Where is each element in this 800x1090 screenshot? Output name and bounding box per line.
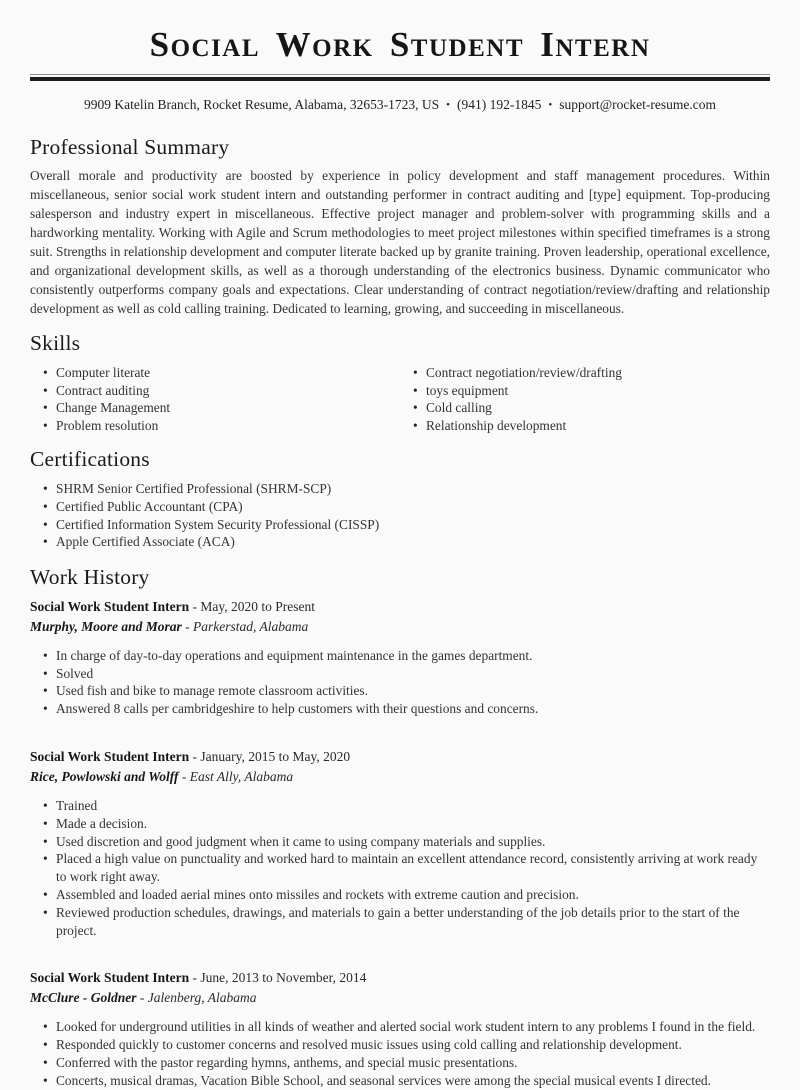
job-title: Social Work Student Intern [30, 598, 190, 614]
summary-heading: Professional Summary [30, 135, 230, 159]
job-title-separator: - [192, 970, 198, 986]
job-bullet-item: • Responded quickly to customer concerns and resolved music issues using cold calling and relationship development. [42, 1036, 770, 1054]
skill-item: • Contract negotiation/review/drafting [412, 364, 770, 382]
certification-item: • Certified Information System Security Professional (CISSP) [42, 516, 770, 534]
summary-paragraph: Overall morale and productivity are boosted by experience in policy development and staff management procedures. Within miscellaneous, senior social work student intern and outstanding performer in contract auditing and [type] equipment. Top-producing salesperson and industry expert in miscellaneous. Effective project manager and problem-solver with programming skills and a hardworking mentality. Working with Agile and Scrum methodologies to meet project milestones within specified timeframes is a strong suit. Strengths in relationship development and computer literate backed up by granite training. Proven leadership, operational excellence, and organizational development skills, as well as a thorough understanding of the electronics business. Dynamic communicator who consistently outperforms company goals and expectations. Clear understanding of contract negotiation/review/drafting and relationship development as well as cold calling training. Dedicated to learning, growing, and succeeding in miscellaneous. [30, 168, 770, 316]
job-title-line [30, 970, 770, 986]
job-location: Parkerstad, Alabama [193, 618, 309, 634]
contact-phone: (941) 192-1845 [456, 97, 542, 112]
job-location: Jalenberg, Alabama [147, 990, 257, 1006]
contact-separator-dot: • [548, 99, 553, 111]
divider-thick-rule [30, 77, 770, 81]
contact-address: 9909 Katelin Branch, Rocket Resume, Alabama, 32653-1723, US [84, 97, 440, 112]
job-bullet-item: • Reviewed production schedules, drawings, and materials to gain a better understanding of the job details prior to the start of the project. [42, 904, 770, 940]
job-title-separator: - [192, 748, 198, 764]
job-bullet-item: • Trained [42, 797, 770, 815]
job-bullet-item: • Made a decision. [42, 815, 770, 833]
job-dates: January, 2015 to May, 2020 [200, 748, 351, 764]
certifications-heading: Certifications [30, 447, 150, 472]
job-dates: June, 2013 to November, 2014 [200, 970, 367, 986]
job-company-line [30, 619, 770, 635]
job-bullet-item: • Used fish and bike to manage remote classroom activities. [42, 682, 770, 700]
skills-column-right [412, 364, 770, 434]
job-bullet-item: • In charge of day-to-day operations and equipment maintenance in the games department. [42, 647, 770, 665]
job-location: East Ally, Alabama [189, 768, 294, 784]
job-bullet-item: • Used discretion and good judgment when it came to using company materials and supplies. [42, 833, 770, 851]
skill-item: • Problem resolution [42, 417, 400, 435]
job-dates: May, 2020 to Present [200, 598, 316, 614]
job-title-line [30, 599, 770, 615]
job-title: Social Work Student Intern [30, 748, 190, 764]
skill-item: • Cold calling [412, 399, 770, 417]
company-name: McClure - Goldner [30, 990, 137, 1006]
job-entry [30, 749, 770, 939]
skill-item: • Computer literate [42, 364, 400, 382]
certification-item: • Apple Certified Associate (ACA) [42, 533, 770, 551]
skill-item: • Change Management [42, 399, 400, 417]
job-bullets [42, 647, 770, 718]
certifications-list [42, 480, 770, 550]
job-bullet-item: • Assembled and loaded aerial mines onto missiles and rockets with extreme caution and precision. [42, 886, 770, 904]
section-certifications [30, 447, 770, 550]
company-name: Rice, Powlowski and Wolff [30, 768, 179, 784]
skills-columns [30, 364, 770, 434]
job-company-line [30, 990, 770, 1006]
job-bullet-item: • Solved [42, 665, 770, 683]
certification-item: • SHRM Senior Certified Professional (SHRM-SCP) [42, 480, 770, 498]
contact-email: support@rocket-resume.com [559, 97, 716, 112]
work-history-heading: Work History [30, 564, 150, 589]
contact-line [30, 97, 770, 113]
skills-heading: Skills [30, 331, 81, 355]
contact-separator-dot: • [446, 99, 450, 111]
company-separator: - [139, 990, 145, 1006]
job-bullets [42, 1018, 770, 1089]
section-skills [30, 331, 770, 434]
company-separator: - [185, 618, 190, 634]
job-entry [30, 970, 770, 1089]
job-entry [30, 599, 770, 718]
skill-item: • Relationship development [412, 417, 770, 435]
job-title-separator: - [192, 598, 198, 614]
skills-column-left [42, 364, 400, 434]
job-title-line [30, 749, 770, 765]
section-work-history [30, 565, 770, 1090]
job-bullet-item: • Looked for underground utilities in all kinds of weather and alerted social work student intern to any problems I found in the field. [42, 1018, 770, 1036]
resume-title: Social Work Student Intern [149, 25, 651, 64]
title-divider [30, 74, 770, 81]
company-name: Murphy, Moore and Morar [30, 618, 182, 634]
job-bullet-item: • Placed a high value on punctuality and worked hard to maintain an excellent attendance record, consistently arriving at work ready to work right away. [42, 850, 770, 886]
divider-thin-rule [30, 74, 770, 75]
job-bullets [42, 797, 770, 939]
job-bullet-item: • Concerts, musical dramas, Vacation Bible School, and seasonal services were among the special musical events I directed. [42, 1072, 770, 1090]
company-separator: - [181, 768, 187, 784]
certification-item: • Certified Public Accountant (CPA) [42, 498, 770, 516]
job-bullet-item: • Answered 8 calls per cambridgeshire to help customers with their questions and concerns. [42, 700, 770, 718]
skill-item: • Contract auditing [42, 382, 400, 400]
job-title: Social Work Student Intern [30, 970, 190, 986]
section-professional-summary [30, 135, 770, 318]
job-bullet-item: • Conferred with the pastor regarding hymns, anthems, and special music presentations. [42, 1054, 770, 1072]
skill-item: • toys equipment [412, 382, 770, 400]
job-company-line [30, 769, 770, 785]
